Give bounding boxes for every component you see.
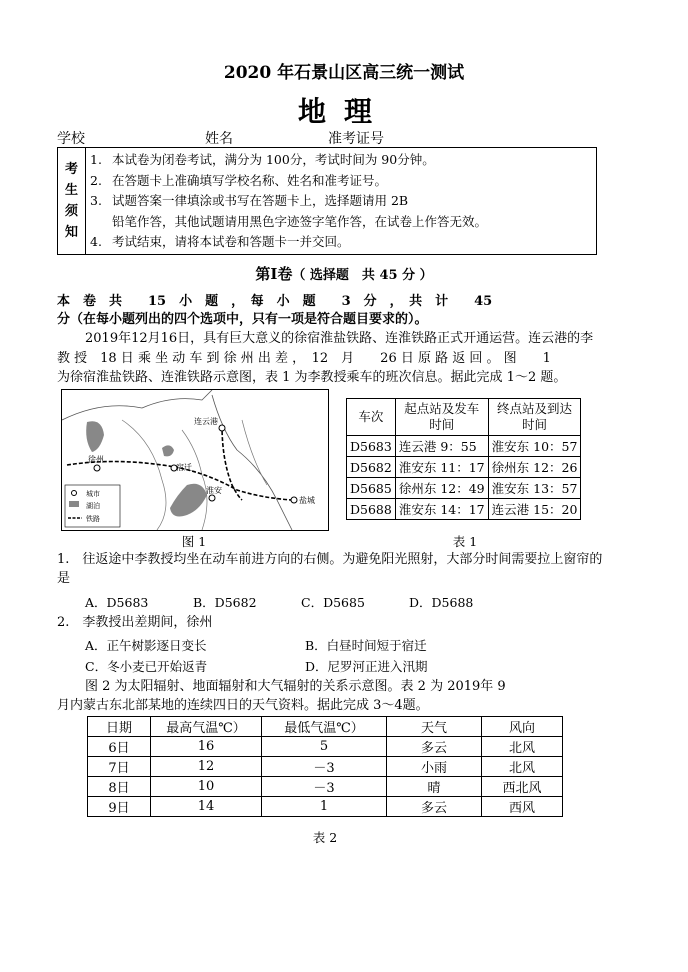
option-a[interactable]: A．正午树影逐日变长 (85, 638, 207, 653)
passage1-line3: 为徐宿淮盐铁路、连淮铁路示意图，表 1 为李教授乘车的班次信息。据此完成 1～2 题。 (57, 370, 567, 385)
question1-stem-cont: 是 (57, 571, 71, 586)
question1-options (85, 593, 499, 611)
table-row: D5688 淮安东 14：17 连云港 15：20 (347, 499, 581, 520)
legend-label: 湖泊 (86, 502, 100, 510)
notice-item: 4. 考试结束，请将本试卷和答题卡一并交回。 (90, 234, 350, 249)
weather-table (87, 716, 563, 817)
section-intro-2: 分（在每小题列出的四个选项中，只有一项是符合题目要求的）。 (57, 312, 428, 327)
table2-caption: 表 2 (312, 830, 338, 845)
table-row: 6日 16 5 多云 北风 (88, 737, 563, 757)
city-label: 盐城 (299, 496, 315, 505)
legend-city-symbol (72, 491, 77, 496)
passage2-line2: 月内蒙古东北部某地的连续四日的天气资料。据此完成 3～4题。 (57, 698, 429, 713)
school-label: 学校 (57, 131, 85, 147)
section-subtitle: （ 选择题 共 45 分 ） (292, 268, 433, 283)
notice-items (90, 150, 592, 253)
passage2-line1: 图 2 为太阳辐射、地面辐射和大气辐射的关系示意图。表 2 为 2019年 9 (85, 679, 506, 694)
passage1-line2: 教 授 18 日 乘 坐 动 车 到 徐 州 出 差 ， 12 月 26 日 原 路 返 回 。 图 1 (57, 351, 551, 366)
notice-box (57, 147, 597, 255)
section-heading (0, 263, 688, 284)
table-row: 9日 14 1 多云 西风 (88, 797, 563, 817)
legend-label: 城市 (86, 490, 100, 498)
city-label: 淮安 (206, 486, 222, 495)
option-c[interactable]: C．D5685 (301, 595, 365, 610)
name-field[interactable] (233, 133, 328, 148)
name-label: 姓名 (205, 131, 233, 147)
ticket-label: 准考证号 (328, 131, 384, 147)
notice-item: 2. 在答题卡上准确填写学校名称、姓名和准考证号。 (90, 172, 388, 188)
table-header: 起点站及发车时间 (395, 399, 488, 436)
train-schedule-table (346, 398, 581, 520)
notice-side-label: 考 生 须 知 (58, 148, 86, 254)
notice-item: 1. 本试卷为闭卷考试，满分为 100分，考试时间为 90分钟。 (90, 152, 435, 167)
table-header: 最低气温℃） (262, 717, 387, 737)
railway-map (61, 389, 329, 531)
question2-stem: 2. 李教授出差期间，徐州 (57, 615, 213, 630)
table-header: 最高气温℃） (151, 717, 262, 737)
section-intro-1: 本 卷 共 15 小 题 ， 每 小 题 3 分 ， 共 计 45 (57, 294, 493, 309)
legend-label: 铁路 (86, 515, 100, 523)
question2-options-row2 (85, 657, 428, 675)
table-header: 天气 (387, 717, 482, 737)
table1-caption: 表 1 (452, 534, 478, 549)
legend-lake-symbol (69, 501, 79, 507)
table-header-row (347, 399, 581, 436)
city-label: 宿迁 (176, 463, 192, 472)
school-field[interactable] (85, 133, 205, 148)
lake (170, 484, 207, 517)
option-b[interactable]: B．D5682 (193, 595, 257, 610)
railway-line (222, 425, 242, 500)
notice-item: 3. 试题答案一律填涂或书写在答题卡上，选择题请用 2B (90, 193, 409, 208)
table-header-row (88, 717, 563, 737)
passage1-line1: 2019年12月16日，具有巨大意义的徐宿淮盐铁路、连淮铁路正式开通运营。连云港的李 (85, 331, 594, 346)
exam-title: 2020 年石景山区高三统一测试 (223, 63, 465, 83)
city-label: 徐州 (88, 455, 104, 464)
table-header: 日期 (88, 717, 151, 737)
lake (162, 445, 174, 456)
table-header: 终点站及到达时间 (488, 399, 581, 436)
river-line (122, 420, 166, 530)
option-d[interactable]: D．D5688 (409, 595, 474, 610)
figure1-caption: 图 1 (181, 534, 207, 549)
option-d[interactable]: D．尼罗河正进入汛期 (305, 659, 428, 674)
city-dot (94, 465, 100, 471)
notice-item: 铅笔作答，其他试题请用黑色字迹签字笔作答，在试卷上作答无效。 (112, 213, 488, 229)
student-info-row (57, 128, 556, 148)
city-dot (219, 425, 225, 431)
coastline (212, 395, 292, 530)
section-title: 第Ⅰ卷 (255, 265, 293, 283)
table-row: 8日 10 －3 晴 西北风 (88, 777, 563, 797)
table-row: D5683 连云港 9：55 淮安东 10：57 (347, 436, 581, 457)
option-a[interactable]: A．D5683 (85, 595, 149, 610)
question1-stem: 1. 往返途中李教授均坐在动车前进方向的右侧。为避免阳光照射，大部分时间需要拉上窗帘的 (57, 552, 603, 567)
ticket-field[interactable] (384, 133, 556, 148)
city-label: 连云港 (194, 417, 218, 426)
lake (86, 421, 104, 452)
subject-title: 地理 (297, 95, 390, 128)
city-dot (209, 495, 215, 501)
table-header: 车次 (347, 399, 396, 436)
table-row: 7日 12 －3 小雨 北风 (88, 757, 563, 777)
option-b[interactable]: B．白昼时间短于宿迁 (305, 638, 427, 653)
table-header: 风向 (482, 717, 563, 737)
river-line (242, 420, 267, 485)
city-dot (291, 497, 297, 503)
railway-map-svg (62, 390, 328, 530)
table-row: D5685 徐州东 12：49 淮安东 13：57 (347, 478, 581, 499)
boundary-line (62, 390, 212, 420)
option-c[interactable]: C．冬小麦已开始返青 (85, 659, 208, 674)
table-row: D5682 淮安东 11：17 徐州东 12：26 (347, 457, 581, 478)
question2-options-row1 (85, 636, 427, 654)
